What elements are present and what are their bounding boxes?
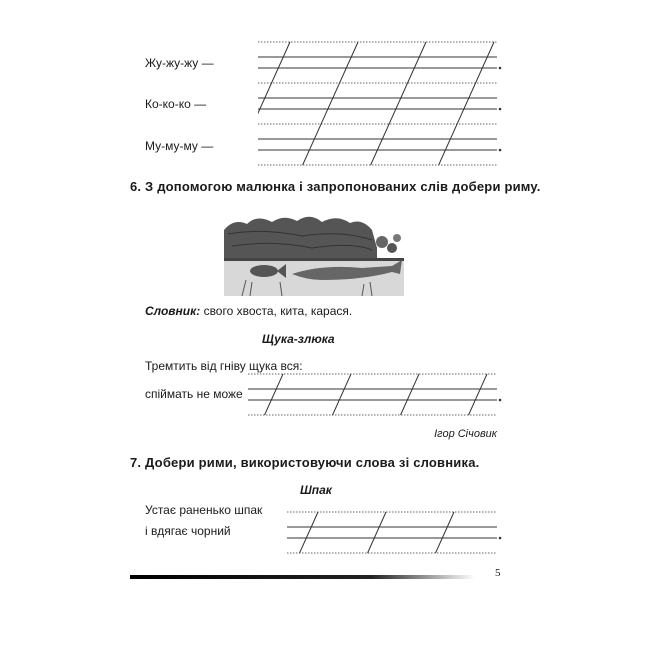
slant-guide-line [333,374,351,415]
period-dot [499,149,501,151]
poem-author: Ігор Січовик [434,428,497,440]
prompt-mu: Му-му-му — [145,139,214,153]
slant-guide-line [235,42,290,165]
page-number: 5 [495,567,501,579]
prompt-zhu: Жу-жу-жу — [145,56,214,70]
slant-guide-line [439,42,494,165]
poem-title-shchuka: Щука-злюка [262,332,335,346]
slant-guide-line [401,374,419,415]
pike-and-crucian-river-illustration [222,208,406,298]
period-dot [499,108,501,110]
slant-guide-line [469,374,487,415]
handwriting-lines-exercise5 [235,42,501,165]
slant-guide-line [303,42,358,165]
period-dot [499,399,501,401]
period-dot [499,67,501,69]
exercise7-heading: 7. Добери рими, використовуючи слова зі словника. [130,455,480,470]
exercise6-heading: 6. З допомогою малюнка і запропонованих слів добери риму. [130,179,541,194]
dictionary-label: Словник: [145,304,201,318]
slant-guide-line [371,42,426,165]
handwriting-lines-exercise7 [287,512,501,553]
slant-guide-line [368,512,386,553]
poem-title-shpak: Шпак [300,483,332,497]
dictionary-words: свого хвоста, кита, карася. [203,304,353,318]
slant-guide-line [436,512,454,553]
handwriting-lines-exercise6 [248,374,501,415]
poem-line-2: спіймать не може [145,387,243,401]
dictionary-line [145,304,352,318]
slant-guide-line [300,512,318,553]
shpak-line-2: і вдягає чорний [145,524,231,538]
poem-line-1: Тремтить від гніву щука вся: [145,359,303,373]
footer-rule [130,575,475,579]
period-dot [499,537,501,539]
prompt-ko: Ко-ко-ко — [145,97,207,111]
slant-guide-line [265,374,283,415]
shpak-line-1: Устає раненько шпак [145,503,263,517]
